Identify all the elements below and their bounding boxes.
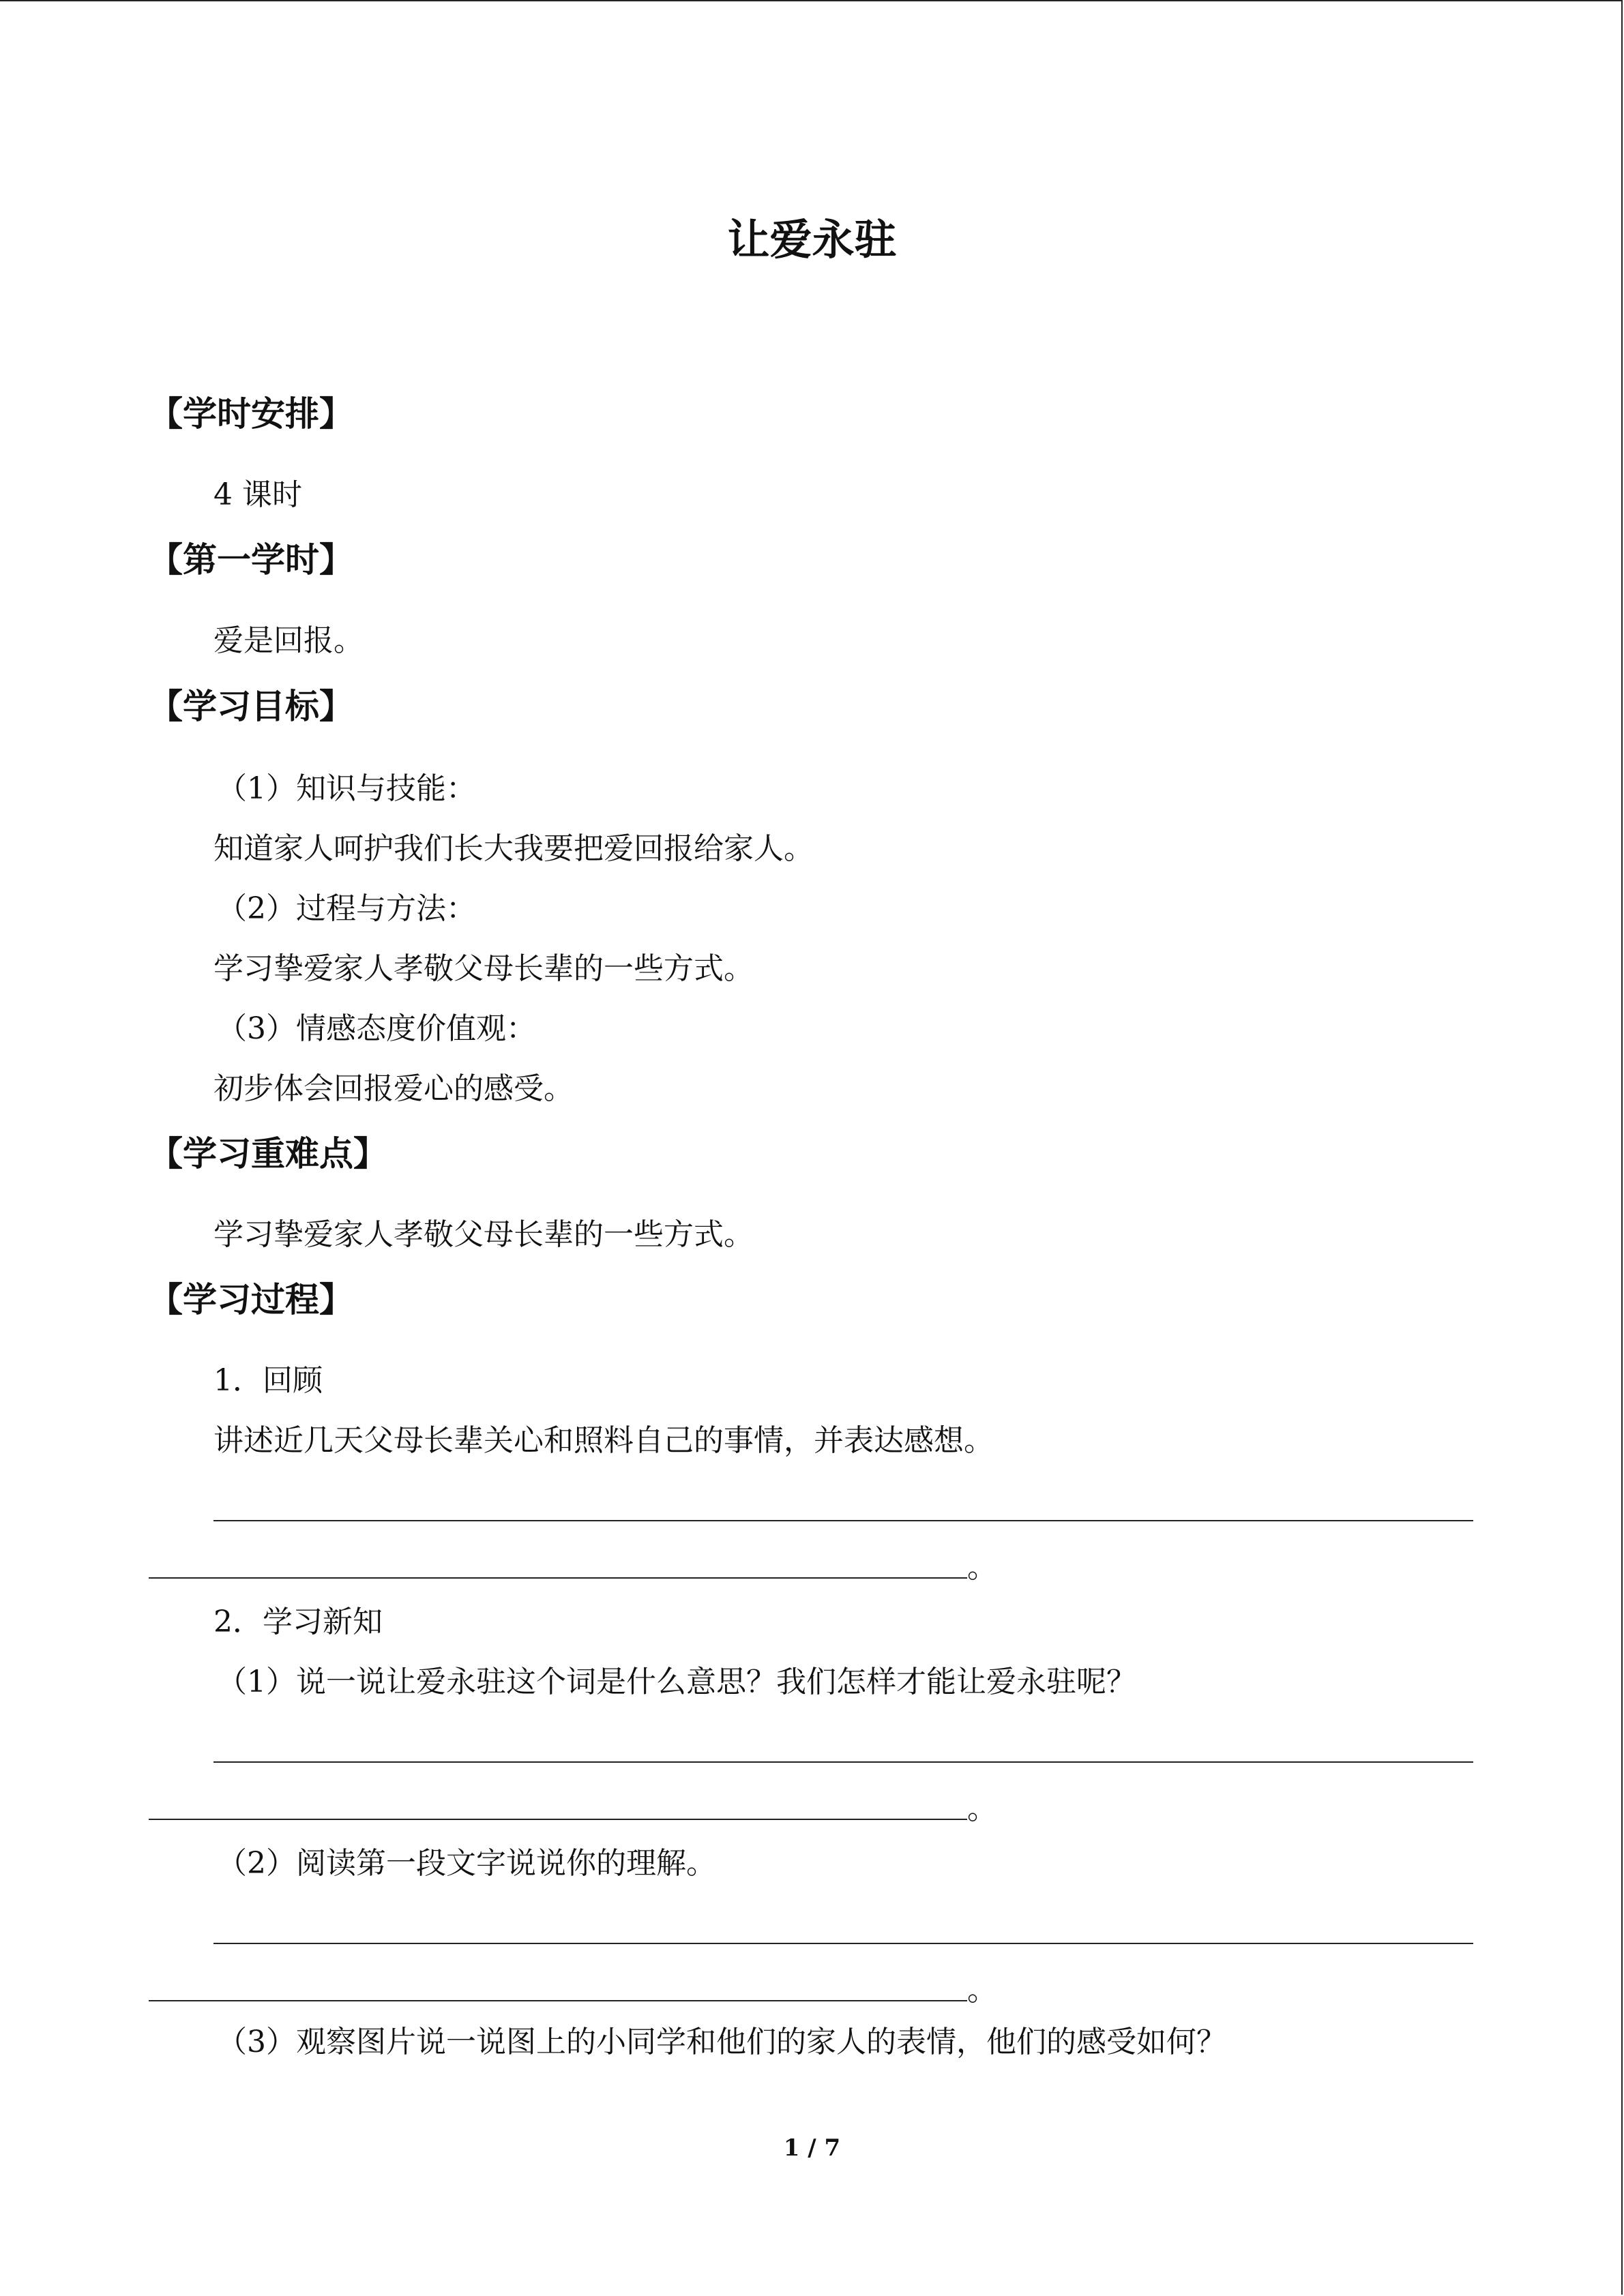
- objectives-heading: 【学习目标】: [149, 686, 353, 726]
- schedule-heading: 【学时安排】: [149, 393, 353, 434]
- objective-line: （2）过程与方法：: [217, 891, 476, 926]
- schedule-text: 4 课时: [213, 477, 302, 512]
- answer-line[interactable]: [149, 2000, 967, 2001]
- key-points-text: 学习挚爱家人孝敬父母长辈的一些方式。: [213, 1217, 754, 1252]
- answer-line[interactable]: [149, 1577, 967, 1579]
- question-2: （2）阅读第一段文字说说你的理解。: [217, 1846, 716, 1881]
- objective-line: （3）情感态度价值观：: [217, 1011, 536, 1046]
- blank-end-period: 。: [967, 1550, 997, 1585]
- first-period-text: 爱是回报。: [213, 623, 364, 658]
- answer-line[interactable]: [213, 1943, 1473, 1944]
- step2-title: 2．学习新知: [213, 1605, 383, 1639]
- process-heading: 【学习过程】: [149, 1279, 353, 1320]
- page-title: 让爱永驻: [727, 215, 897, 265]
- step1-title: 1．回顾: [213, 1363, 323, 1398]
- objective-line: 知道家人呵护我们长大我要把爱回报给家人。: [213, 831, 814, 866]
- objective-line: 学习挚爱家人孝敬父母长辈的一些方式。: [213, 951, 754, 986]
- key-points-heading: 【学习重难点】: [149, 1133, 387, 1174]
- answer-line[interactable]: [149, 1819, 967, 1820]
- blank-end-period: 。: [967, 1973, 997, 2008]
- objective-line: 初步体会回报爱心的感受。: [213, 1071, 574, 1106]
- step1-prompt: 讲述近几天父母长辈关心和照料自己的事情，并表达感想。: [213, 1423, 994, 1458]
- answer-line[interactable]: [213, 1520, 1473, 1521]
- page-number: 1 / 7: [783, 2134, 841, 2162]
- question-3: （3）观察图片说一说图上的小同学和他们的家人的表情，他们的感受如何？: [217, 2025, 1226, 2059]
- blank-end-period: 。: [967, 1791, 997, 1826]
- objective-line: （1）知识与技能：: [217, 771, 476, 806]
- answer-line[interactable]: [213, 1761, 1473, 1763]
- question-1: （1）说一说让爱永驻这个词是什么意思？我们怎样才能让爱永驻呢？: [217, 1665, 1136, 1699]
- first-period-heading: 【第一学时】: [149, 539, 353, 580]
